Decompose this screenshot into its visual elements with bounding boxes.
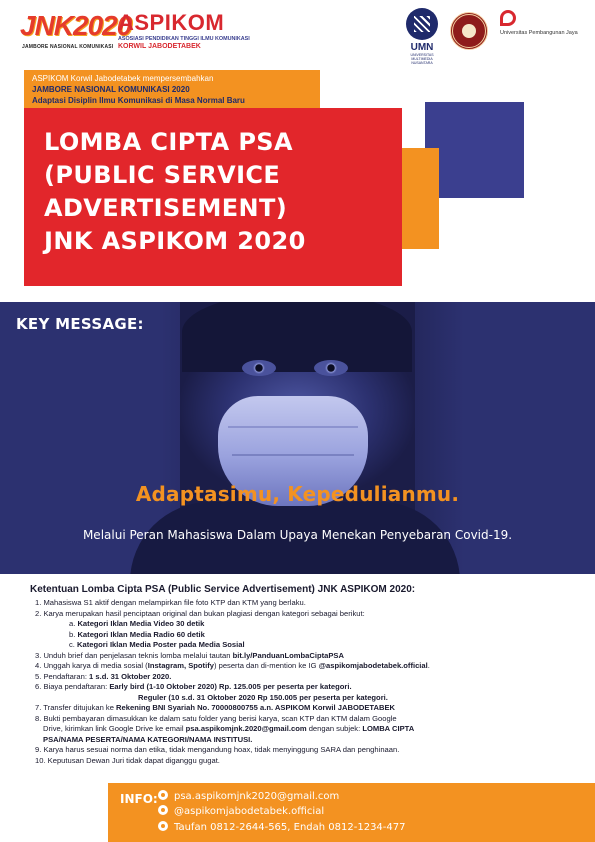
info-instagram[interactable]: @aspikomjabodetabek.official (158, 805, 324, 817)
intro-theme: Adaptasi Disiplin Ilmu Komunikasi di Masa Normal Baru (32, 96, 245, 105)
rules-list (35, 598, 565, 766)
rule-item: 8. Bukti pembayaran dimasukkan ke dalam satu folder yang berisi karya, scan KTP dan KTM dalam Google (35, 713, 397, 723)
aspikom-logo: ASPIKOM ASOSIASI PENDIDIKAN TINGGI ILMU KOMUNIKASI KORWIL JABODETABEK (118, 10, 250, 50)
upj-logo: Universitas Pembangunan Jaya (500, 10, 590, 50)
title-line: LOMBA CIPTA PSA (44, 128, 293, 156)
rule-item-continued: PSA/NAMA PESERTA/NAMA KATEGORI/NAMA INSTITUSI. (43, 734, 253, 744)
rule-item: 10. Keputusan Dewan Juri tidak dapat diganggu gugat. (35, 755, 220, 765)
info-email[interactable]: psa.aspikomjnk2020@gmail.com (158, 790, 339, 802)
instagram-icon (158, 805, 168, 815)
info-label: INFO: (120, 792, 158, 806)
title-block (24, 108, 402, 286)
rule-item: 7. Transfer ditujukan ke Rekening BNI Syariah No. 70000800755 a.n. ASPIKOM Korwil JABODETABEK (35, 703, 395, 712)
rule-item: 1. Mahasiswa S1 aktif dengan melampirkan file foto KTP dan KTM yang berlaku. (35, 598, 306, 607)
whatsapp-icon (158, 821, 168, 831)
rule-item: 2. Karya merupakan hasil penciptaan original dan bukan plagiasi dengan kategori sebagai berikut: (35, 608, 365, 618)
rule-subitem: c. Kategori Iklan Media Poster pada Media Sosial (69, 640, 245, 649)
key-message-subline: Melalui Peran Mahasiswa Dalam Upaya Menekan Penyebaran Covid-19. (82, 528, 513, 542)
jnk-2020-logo: JNK2020 JAMBORE NASIONAL KOMUNIKASI (20, 10, 132, 50)
rule-subitem: a. Kategori Iklan Media Video 30 detik (69, 619, 205, 628)
rule-subitem: b. Kategori Iklan Media Radio 60 detik (69, 629, 205, 639)
brief-link[interactable]: bit.ly/PanduanLombaCiptaPSA (232, 650, 344, 660)
university-seal-icon (450, 12, 488, 50)
rule-item: 6. Biaya pendaftaran: Early bird (1-10 Oktober 2020) Rp. 125.005 per peserta per kategori. (35, 682, 352, 691)
email-icon (158, 790, 168, 800)
umn-logo: UMN UNIVERSITAS MULTIMEDIA NUSANTARA (402, 8, 442, 70)
upj-mark-icon (500, 10, 516, 26)
intro-presents: ASPIKOM Korwil Jabodetabek mempersembahkan (32, 74, 214, 83)
submission-email[interactable]: psa.aspikomjnk.2020@gmail.com (185, 724, 307, 733)
umn-emblem-icon (406, 8, 438, 40)
rule-item: 9. Karya harus sesuai norma dan etika, tidak mengandung hoax, tidak menyinggung SARA dan penghinaan. (35, 745, 400, 754)
title-line: ADVERTISEMENT) (44, 194, 288, 222)
info-phone[interactable]: Taufan 0812-2644-565, Endah 0812-1234-477 (158, 821, 406, 833)
rule-item: 4. Unggah karya di media sosial (Instagram, Spotify) peserta dan di-mention ke IG @aspikomjabodetabek.official. (35, 661, 430, 670)
info-footer (108, 783, 595, 842)
rule-item: 5. Pendaftaran: 1 s.d. 31 Oktober 2020. (35, 671, 172, 681)
rule-item-continued: Reguler (10 s.d. 31 Oktober 2020 Rp 150.005 per peserta per kategori. (138, 692, 388, 702)
intro-banner (24, 70, 320, 108)
rules-title: Ketentuan Lomba Cipta PSA (Public Service Advertisement) JNK ASPIKOM 2020: (30, 584, 416, 595)
title-line: (PUBLIC SERVICE (44, 161, 281, 189)
rule-item: 3. Unduh brief dan penjelasan teknis lomba melalui tautan bit.ly/PanduanLombaCiptaPSA (35, 650, 344, 660)
rule-item-continued: Drive, kirimkan link Google Drive ke email psa.aspikomjnk.2020@gmail.com dengan subjek: LOMBA CIPTA (43, 724, 415, 733)
intro-event-name: JAMBORE NASIONAL KOMUNIKASI 2020 (32, 85, 190, 94)
title-line: JNK ASPIKOM 2020 (44, 227, 306, 255)
decorative-navy-square (425, 102, 524, 198)
key-message-tagline: Adaptasimu, Kepedulianmu. (135, 482, 460, 506)
key-message-label: KEY MESSAGE: (16, 315, 144, 333)
